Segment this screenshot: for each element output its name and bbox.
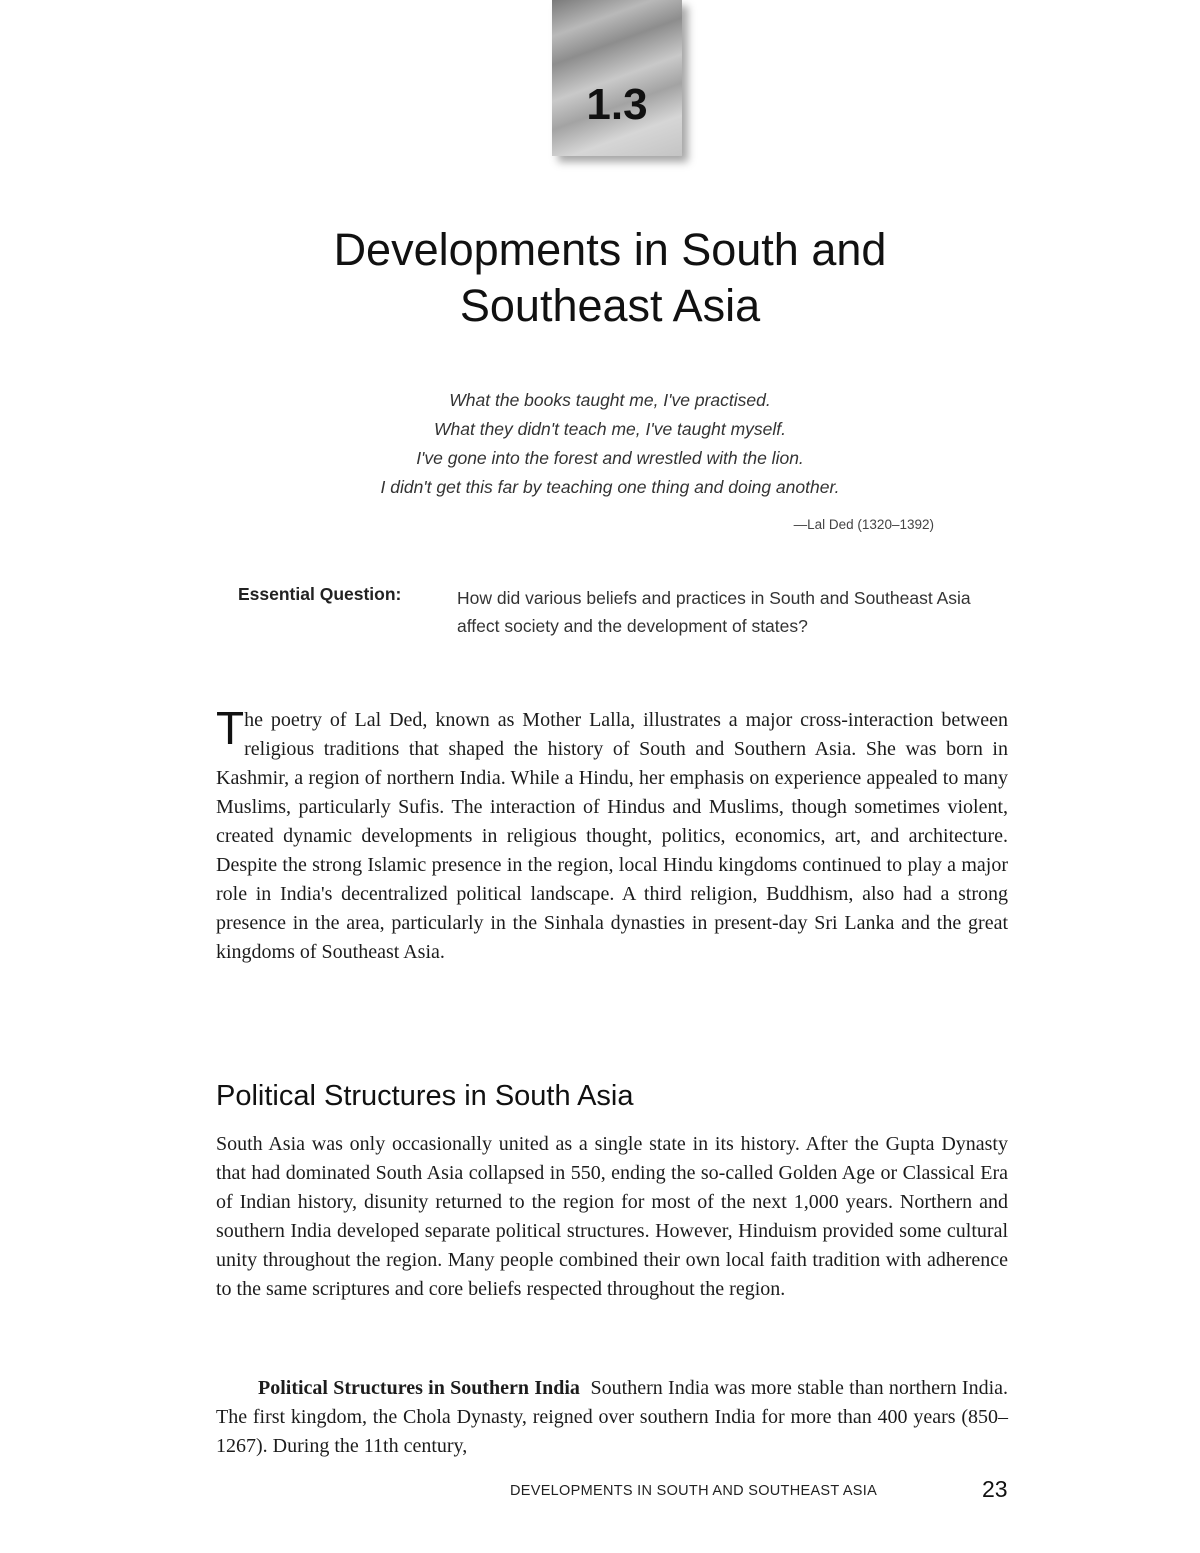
epigraph-line: What the books taught me, I've practised. <box>449 390 771 410</box>
section-paragraph: South Asia was only occasionally united as a single state in its history. After the Gupta Dynasty that had dominated South Asia collapsed in 550, ending the so-called Golden Age or Classical Era of Indian history, disunity returned to the region for most of the next 1,000 years. Northern and southern India developed separate political structures. However, Hinduism provided some cultural unity throughout the region. Many people combined their own local faith tradition with adherence to the same scriptures and core beliefs respected throughout the region. <box>216 1133 1008 1300</box>
intro-paragraph <box>216 702 1008 967</box>
chapter-number: 1.3 <box>586 80 648 129</box>
intro-text: he poetry of Lal Ded, known as Mother Lalla, illustrates a major cross-interaction between religious traditions that shaped the history of South and Southern Asia. She was born in Kashmir, a region of northern India. While a Hindu, her emphasis on experience appealed to many Muslims, particularly Sufis. The interaction of Hindus and Muslims, though sometimes violent, created dynamic developments in religious thought, politics, economics, art, and architecture. Despite the strong Islamic presence in the region, local Hindu kingdoms continued to play a major role in India's decentralized political landscape. A third religion, Buddhism, also had a strong presence in the area, particularly in the Sinhala dynasties in present-day Sri Lanka and the great kingdoms of Southeast Asia. <box>216 709 1008 963</box>
epigraph-line: I've gone into the forest and wrestled with the lion. <box>416 448 804 468</box>
essential-question-label: Essential Question: <box>238 584 402 604</box>
run-in-heading: Political Structures in Southern India <box>258 1377 580 1399</box>
running-footer: DEVELOPMENTS IN SOUTH AND SOUTHEAST ASIA <box>510 1483 878 1499</box>
epigraph-line: What they didn't teach me, I've taught myself. <box>434 419 786 439</box>
section-heading: Political Structures in South Asia <box>216 1080 634 1112</box>
chapter-number-tab <box>552 0 682 156</box>
epigraph <box>250 386 970 502</box>
subsection-text: Southern India was more stable than northern India. The first kingdom, the Chola Dynasty, reigned over southern India for more than 400 years (850–1267). During the 11th century, <box>216 1377 1008 1457</box>
essential-question-text: How did various beliefs and practices in South and Southeast Asia affect society and the development of states? <box>457 588 971 636</box>
epigraph-line: I didn't get this far by teaching one thing and doing another. <box>380 477 840 497</box>
chapter-title-line-1: Developments in South and <box>333 224 887 275</box>
chapter-title <box>180 222 1040 334</box>
chapter-title-line-2: Southeast Asia <box>459 280 761 331</box>
subsection-paragraph <box>216 1374 1008 1461</box>
drop-cap: T <box>216 702 245 754</box>
epigraph-attribution: —Lal Ded (1320–1392) <box>793 517 934 532</box>
page-number: 23 <box>982 1476 1008 1502</box>
